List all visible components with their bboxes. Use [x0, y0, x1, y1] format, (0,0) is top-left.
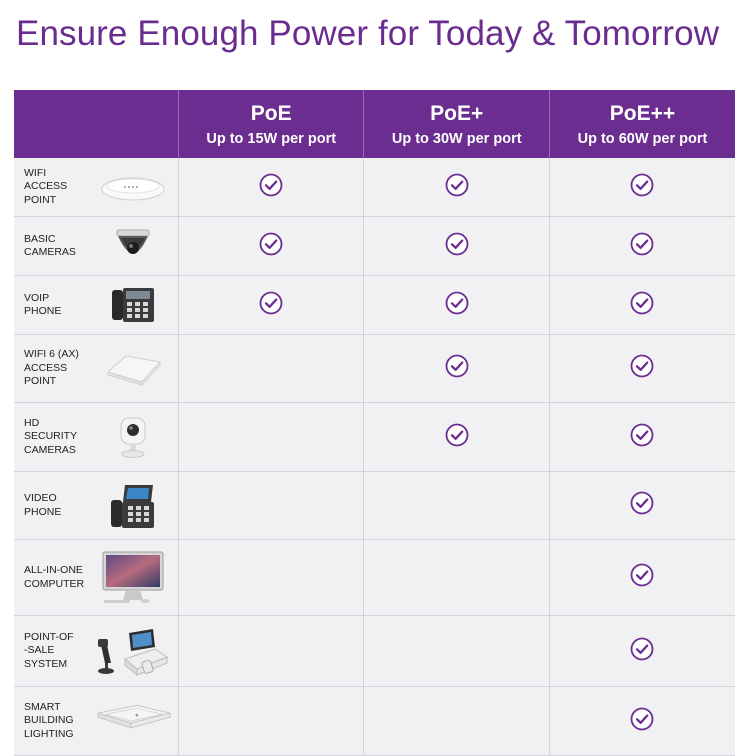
check-circle-icon	[630, 563, 654, 587]
standard-name: PoE++	[609, 101, 676, 125]
check-circle-icon	[259, 232, 283, 256]
column-header-poe	[178, 90, 364, 158]
check-circle-icon	[630, 637, 654, 661]
support-cell-poe-plus	[364, 540, 550, 616]
wifi-access-point-icon	[95, 169, 172, 205]
support-cell-poe-plus	[364, 403, 550, 472]
check-circle-icon	[630, 354, 654, 378]
support-cell-poe-plus-plus	[549, 687, 735, 756]
device-cell	[14, 687, 178, 756]
video-phone-icon	[95, 482, 172, 530]
device-label: POINT-OF -SALE SYSTEM	[24, 630, 74, 670]
support-cell-poe-plus-plus	[549, 616, 735, 687]
device-label: SMART BUILDING LIGHTING	[24, 700, 74, 740]
support-cell-poe	[178, 335, 364, 403]
device-label: WIFI ACCESS POINT	[24, 166, 68, 206]
check-circle-icon	[630, 491, 654, 515]
standard-power: Up to 15W per port	[206, 130, 337, 147]
device-cell	[14, 335, 178, 403]
support-cell-poe-plus	[364, 217, 550, 276]
smart-lighting-icon	[94, 701, 172, 741]
support-cell-poe-plus	[364, 276, 550, 335]
standard-name: PoE+	[430, 101, 484, 125]
poe-comparison-table	[14, 90, 735, 756]
voip-phone-icon	[95, 286, 172, 324]
device-label: ALL-IN-ONE COMPUTER	[24, 564, 85, 590]
check-circle-icon	[445, 173, 469, 197]
support-cell-poe	[178, 687, 364, 756]
table-row	[14, 472, 735, 540]
check-circle-icon	[630, 232, 654, 256]
device-label: VIDEO PHONE	[24, 492, 62, 518]
check-circle-icon	[630, 423, 654, 447]
table-row	[14, 158, 735, 217]
support-cell-poe	[178, 540, 364, 616]
support-cell-poe-plus-plus	[549, 276, 735, 335]
support-cell-poe-plus	[364, 158, 550, 217]
device-label: HD SECURITY CAMERAS	[24, 416, 78, 456]
check-circle-icon	[445, 354, 469, 378]
device-label: VOIP PHONE	[24, 291, 62, 317]
point-of-sale-icon	[95, 625, 172, 677]
standard-name: PoE	[250, 101, 292, 125]
hd-security-camera-icon	[95, 415, 172, 459]
support-cell-poe-plus	[364, 687, 550, 756]
table-row	[14, 335, 735, 403]
table-row	[14, 687, 735, 756]
support-cell-poe	[178, 276, 364, 335]
page-title: Ensure Enough Power for Today & Tomorrow	[16, 14, 720, 53]
support-cell-poe-plus	[364, 472, 550, 540]
device-label: WIFI 6 (AX) ACCESS POINT	[24, 348, 79, 388]
device-cell	[14, 217, 178, 276]
support-cell-poe-plus-plus	[549, 335, 735, 403]
check-circle-icon	[630, 291, 654, 315]
check-circle-icon	[259, 291, 283, 315]
device-cell	[14, 403, 178, 472]
device-cell	[14, 158, 178, 217]
column-header-poe-plus-plus	[549, 90, 735, 158]
support-cell-poe	[178, 158, 364, 217]
support-cell-poe-plus-plus	[549, 472, 735, 540]
table-row	[14, 217, 735, 276]
all-in-one-computer-icon	[95, 550, 172, 606]
check-circle-icon	[445, 423, 469, 447]
support-cell-poe-plus	[364, 616, 550, 687]
support-cell-poe-plus-plus	[549, 217, 735, 276]
check-circle-icon	[445, 291, 469, 315]
wifi6-access-point-icon	[95, 348, 172, 390]
device-cell	[14, 616, 178, 687]
header-row	[14, 90, 735, 158]
check-circle-icon	[630, 707, 654, 731]
check-circle-icon	[445, 232, 469, 256]
device-label: BASIC CAMERAS	[24, 232, 76, 258]
dome-camera-icon	[95, 226, 172, 266]
support-cell-poe-plus-plus	[549, 158, 735, 217]
check-circle-icon	[630, 173, 654, 197]
support-cell-poe	[178, 472, 364, 540]
table-row	[14, 403, 735, 472]
check-circle-icon	[259, 173, 283, 197]
table-row	[14, 616, 735, 687]
support-cell-poe	[178, 217, 364, 276]
device-cell	[14, 276, 178, 335]
support-cell-poe	[178, 403, 364, 472]
standard-power: Up to 60W per port	[577, 130, 708, 147]
device-cell	[14, 540, 178, 616]
support-cell-poe-plus-plus	[549, 540, 735, 616]
header-corner	[14, 90, 178, 158]
support-cell-poe-plus	[364, 335, 550, 403]
table-row	[14, 540, 735, 616]
device-cell	[14, 472, 178, 540]
table-row	[14, 276, 735, 335]
standard-power: Up to 30W per port	[391, 130, 522, 147]
support-cell-poe-plus-plus	[549, 403, 735, 472]
support-cell-poe	[178, 616, 364, 687]
column-header-poe-plus	[364, 90, 550, 158]
